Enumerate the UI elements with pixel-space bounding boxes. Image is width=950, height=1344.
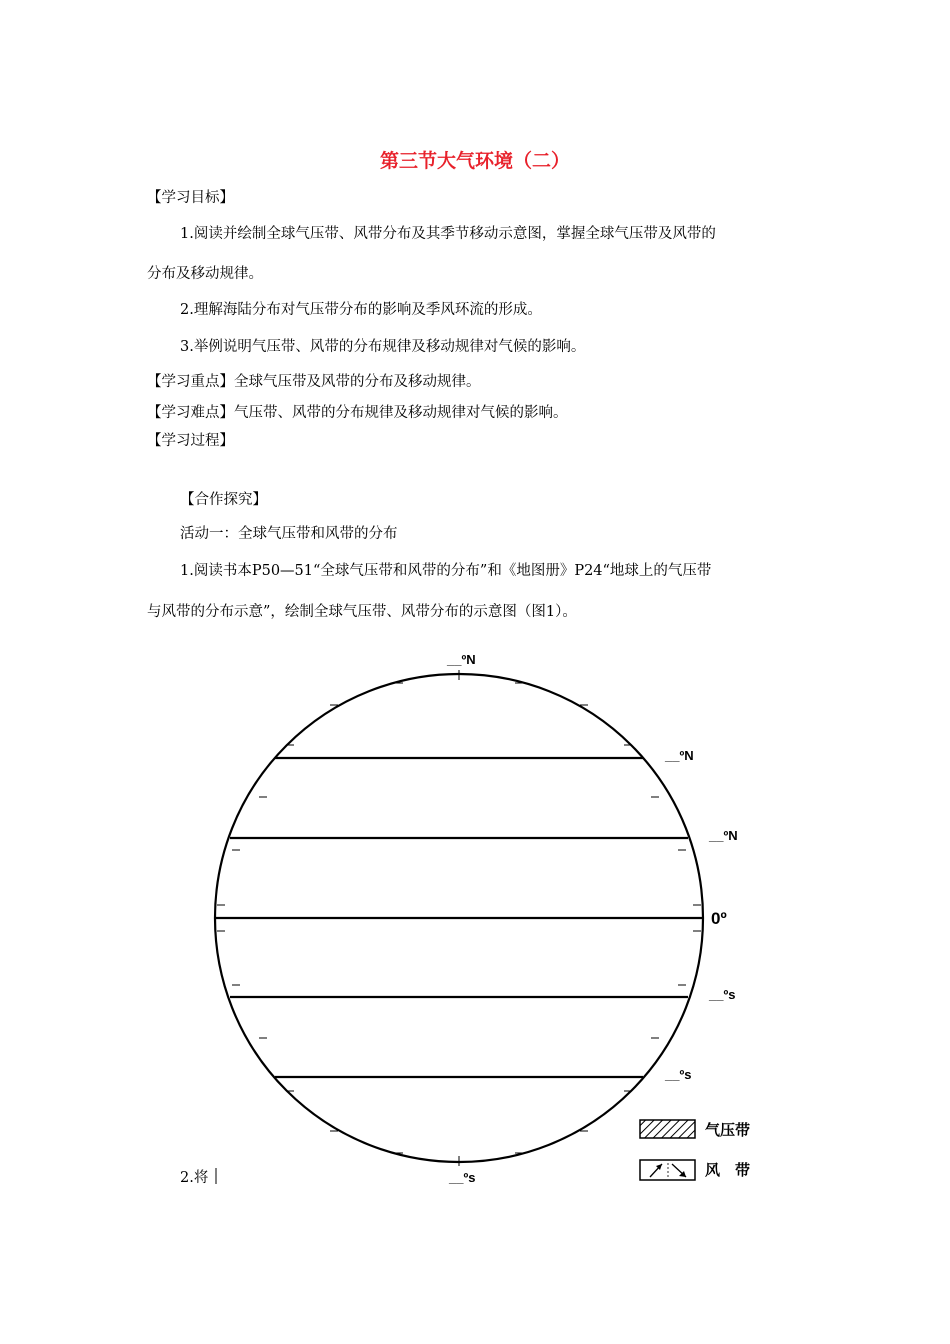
wind-belt-legend-label: 风 带 xyxy=(705,1161,751,1179)
objective-1-line-2: 分布及移动规律。 xyxy=(147,266,263,282)
pressure-belt-legend-swatch xyxy=(640,1120,695,1138)
pressure-belt-legend-label: 气压带 xyxy=(705,1121,751,1139)
activity-1-title: 活动一：全球气压带和风带的分布 xyxy=(180,526,398,542)
label-south-pole: __ºs xyxy=(449,1170,476,1185)
cooperation-heading: 【合作探究】 xyxy=(180,492,267,508)
wind-belt-legend-swatch xyxy=(640,1160,695,1180)
page-title: 第三节大气环境（二） xyxy=(379,150,570,172)
label-equator: 0º xyxy=(711,909,727,928)
difficult-point: 【学习难点】气压带、风带的分布规律及移动规律对气候的影响。 xyxy=(147,405,568,421)
label-lat-n60: __ºN xyxy=(665,748,694,763)
process-heading: 【学习过程】 xyxy=(147,433,234,449)
objective-2: 2.理解海陆分布对气压带分布的影响及季风环流的形成。 xyxy=(180,302,542,318)
step-1-line-2: 与风带的分布示意”，绘制全球气压带、风带分布的示意图（图1）。 xyxy=(147,604,577,620)
objective-3: 3.举例说明气压带、风带的分布规律及移动规律对气候的影响。 xyxy=(180,339,586,355)
key-point: 【学习重点】全球气压带及风带的分布及移动规律。 xyxy=(147,374,481,390)
objectives-heading: 【学习目标】 xyxy=(147,190,234,206)
step-1-line-1: 1.阅读书本P50—51“全球气压带和风带的分布”和《地图册》P24“地球上的气压带 xyxy=(180,563,712,579)
label-north-pole: __ºN xyxy=(447,652,476,667)
objective-1-line-1: 1.阅读并绘制全球气压带、风带分布及其季节移动示意图，掌握全球气压带及风带的 xyxy=(180,226,716,242)
label-lat-s30: __ºs xyxy=(709,987,736,1002)
step-2-partial: 2.将 xyxy=(180,1170,209,1186)
label-lat-n30: __ºN xyxy=(709,828,738,843)
label-lat-s60: __ºs xyxy=(665,1067,692,1082)
legend xyxy=(640,1120,750,1180)
